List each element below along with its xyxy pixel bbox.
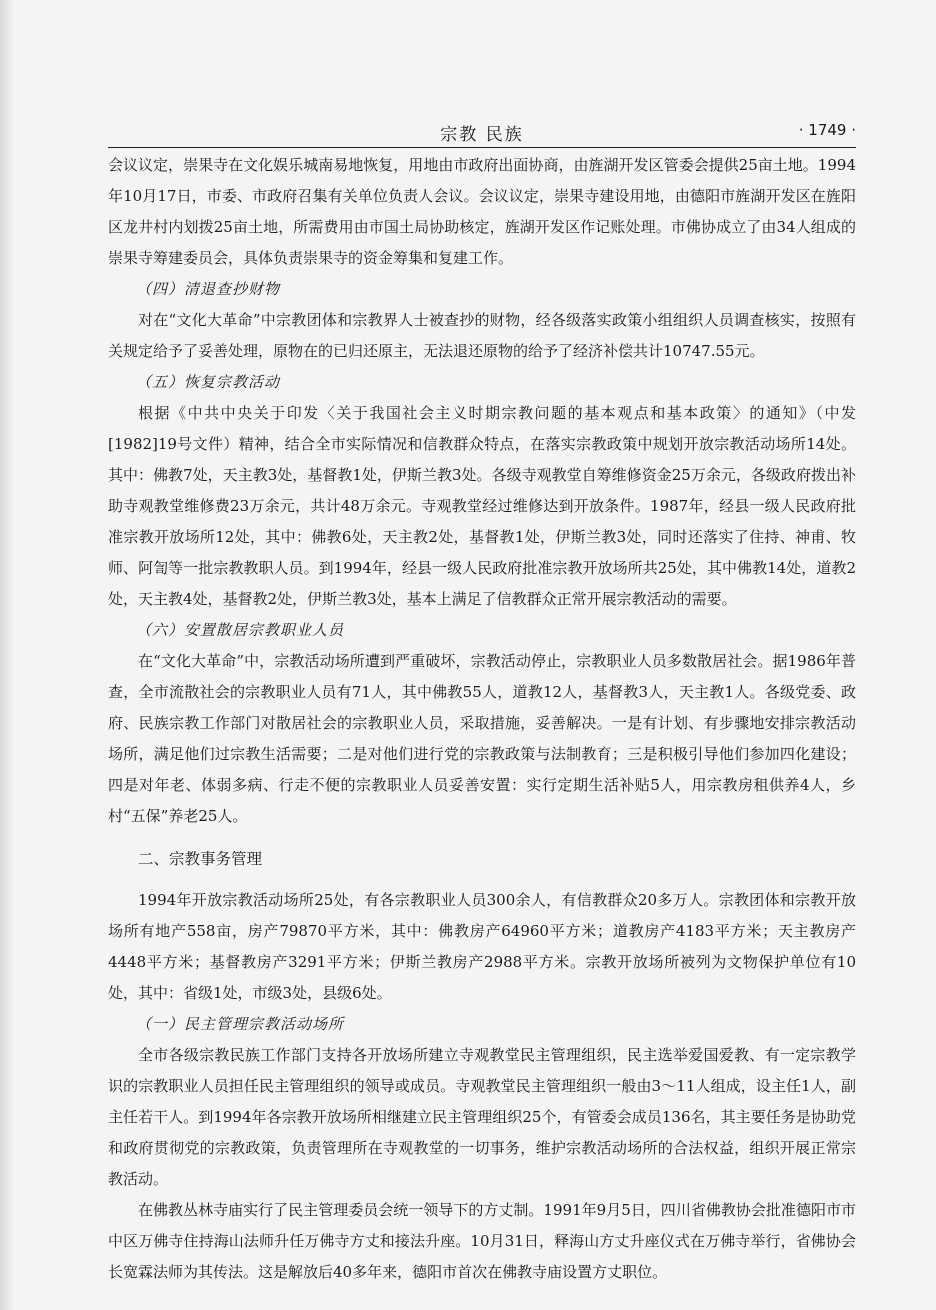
subheading-restore-activities: （五）恢复宗教活动: [136, 373, 281, 391]
running-header: [108, 118, 856, 148]
paragraph-democratic-management: 全市各级宗教民族工作部门支持各开放场所建立寺观教堂民主管理组织，民主选举爱国爱教、有一定宗教学识的宗教职业人员担任民主管理组织的领导或成员。寺观教堂民主管理组织一般由3～11人组成，设主任1人，副主任若干人。到1994年各宗教开放场所相继建立民主管理组织25个，有管委会成员136名，其主要任务是协助党和政府贯彻党的宗教政策，负责管理所在寺观教堂的一切事务，维护宗教活动场所的合法权益，组织开展正常宗教活动。: [108, 1046, 856, 1188]
subheading-democratic-management: （一）民主管理宗教活动场所: [136, 1015, 345, 1033]
paragraph-chongguo-temple: 会议议定，崇果寺在文化娱乐城南易地恢复，用地由市政府出面协商，由旌湖开发区管委会提供25亩土地。1994年10月17日，市委、市政府召集有关单位负责人会议。会议议定，崇果寺建设用地，由德阳市旌湖开发区在旌阳区龙井村内划拨25亩土地，所需费用由市国土局协助核定，旌湖开发区作记账处理。市佛协成立了由34人组成的崇果寺筹建委员会，具体负责崇果寺的资金筹集和复建工作。: [108, 156, 856, 267]
paragraph-resettle-clergy: 在“文化大革命”中，宗教活动场所遭到严重破坏，宗教活动停止，宗教职业人员多数散居社会。据1986年普查，全市流散社会的宗教职业人员有71人，其中佛教55人，道教12人，基督教3人，天主教1人。各级党委、政府、民族宗教工作部门对散居社会的宗教职业人员，采取措施，妥善解决。一是有计划、有步骤地安排宗教活动场所，满足他们过宗教生活需要；二是对他们进行党的宗教政策与法制教育；三是积极引导他们参加四化建设；四是对年老、体弱多病、行走不便的宗教职业人员妥善安置：实行定期生活补贴5人，用宗教房租供养4人，乡村“五保”养老25人。: [108, 652, 856, 825]
page-body: [108, 150, 856, 1288]
page-number: · 1749 ·: [798, 121, 856, 139]
paragraph-abbot-system: 在佛教丛林寺庙实行了民主管理委员会统一领导下的方丈制。1991年9月5日，四川省佛教协会批准德阳市市中区万佛寺住持海山法师升任万佛寺方丈和接法升座。10月31日，释海山方丈升座仪式在万佛寺举行，省佛协会长宽霖法师为其传法。这是解放后40多年来，德阳市首次在佛教寺庙设置方丈职位。: [108, 1201, 856, 1281]
running-header-title: 宗教 民族: [440, 125, 524, 145]
paragraph-return-property: 对在“文化大革命”中宗教团体和宗教界人士被查抄的财物，经各级落实政策小组组织人员调查核实，按照有关规定给予了妥善处理，原物在的已归还原主，无法退还原物的给予了经济补偿共计10747.55元。: [108, 311, 856, 360]
section-heading-religious-affairs: 二、宗教事务管理: [138, 850, 263, 868]
subheading-resettle-clergy: （六）安置散居宗教职业人员: [136, 621, 345, 639]
header-rule: [108, 147, 856, 148]
subheading-return-property: （四）清退查抄财物: [136, 280, 281, 298]
paragraph-restore-activities: 根据《中共中央关于印发〈关于我国社会主义时期宗教问题的基本观点和基本政策〉的通知》（中发[1982]19号文件）精神，结合全市实际情况和信教群众特点，在落实宗教政策中规划开放宗教活动场所14处。其中：佛教7处，天主教3处，基督教1处，伊斯兰教3处。各级寺观教堂自筹维修资金25万余元，各级政府拨出补助寺观教堂维修费23万余元，共计48万余元。寺观教堂经过维修达到开放条件。1987年，经县一级人民政府批准宗教开放场所12处，其中：佛教6处，天主教2处，基督教1处，伊斯兰教3处，同时还落实了住持、神甫、牧师、阿訇等一批宗教教职人员。到1994年，经县一级人民政府批准宗教开放场所共25处，其中佛教14处，道教2处，天主教4处，基督教2处，伊斯兰教3处，基本上满足了信教群众正常开展宗教活动的需要。: [108, 404, 856, 608]
scan-edge-shadow: [0, 0, 14, 1310]
paragraph-religious-affairs-overview: 1994年开放宗教活动场所25处，有各宗教职业人员300余人，有信教群众20多万人。宗教团体和宗教开放场所有地产558亩，房产79870平方米，其中：佛教房产64960平方米；道教房产4183平方米；天主教房产4448平方米；基督教房产3291平方米；伊斯兰教房产2988平方米。宗教开放场所被列为文物保护单位有10处，其中：省级1处，市级3处，县级6处。: [108, 891, 856, 1002]
